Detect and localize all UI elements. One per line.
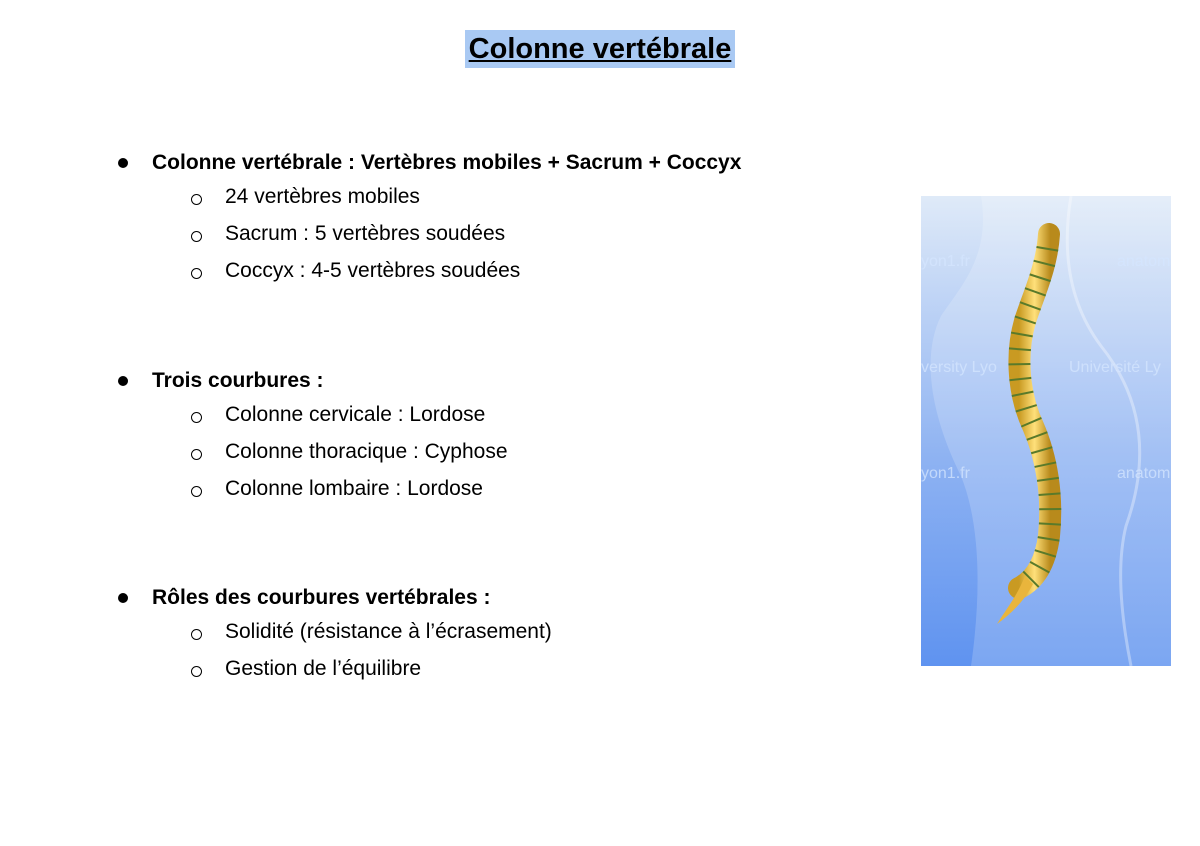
- section-heading: Colonne vertébrale : Vertèbres mobiles + Sacrum + Coccyx: [152, 151, 742, 174]
- sub-item-text: 24 vertèbres mobiles: [225, 185, 420, 208]
- spine-illustration: [921, 196, 1171, 666]
- hollow-bullet-icon: [191, 231, 202, 242]
- disc-line: [1039, 523, 1061, 524]
- section-heading: Trois courbures :: [152, 369, 324, 392]
- bullet-dot-icon: [118, 593, 128, 603]
- hollow-bullet-icon: [191, 412, 202, 423]
- watermark-text: anatom: [1117, 253, 1171, 270]
- title-container: [0, 30, 1200, 68]
- watermark-text: anatom: [1117, 465, 1171, 482]
- sub-item-text: Solidité (résistance à l’écrasement): [225, 620, 552, 643]
- section-heading: Rôles des courbures vertébrales :: [152, 586, 491, 609]
- sub-item-text: Colonne thoracique : Cyphose: [225, 440, 508, 463]
- sub-item-text: Colonne lombaire : Lordose: [225, 477, 483, 500]
- hollow-bullet-icon: [191, 666, 202, 677]
- hollow-bullet-icon: [191, 268, 202, 279]
- bullet-dot-icon: [118, 376, 128, 386]
- watermark-text: yon1.fr: [921, 253, 970, 270]
- sub-item-text: Colonne cervicale : Lordose: [225, 403, 486, 426]
- page-title: Colonne vertébrale: [465, 30, 736, 68]
- sub-item-text: Coccyx : 4-5 vertèbres soudées: [225, 259, 521, 282]
- watermark-text: Université Ly: [1069, 359, 1161, 376]
- hollow-bullet-icon: [191, 629, 202, 640]
- bullet-dot-icon: [118, 158, 128, 168]
- watermark-text: yon1.fr: [921, 465, 970, 482]
- hollow-bullet-icon: [191, 194, 202, 205]
- hollow-bullet-icon: [191, 449, 202, 460]
- watermark-text: versity Lyo: [921, 359, 997, 376]
- hollow-bullet-icon: [191, 486, 202, 497]
- sub-item-text: Gestion de l’équilibre: [225, 657, 422, 680]
- sub-item-text: Sacrum : 5 vertèbres soudées: [225, 222, 506, 245]
